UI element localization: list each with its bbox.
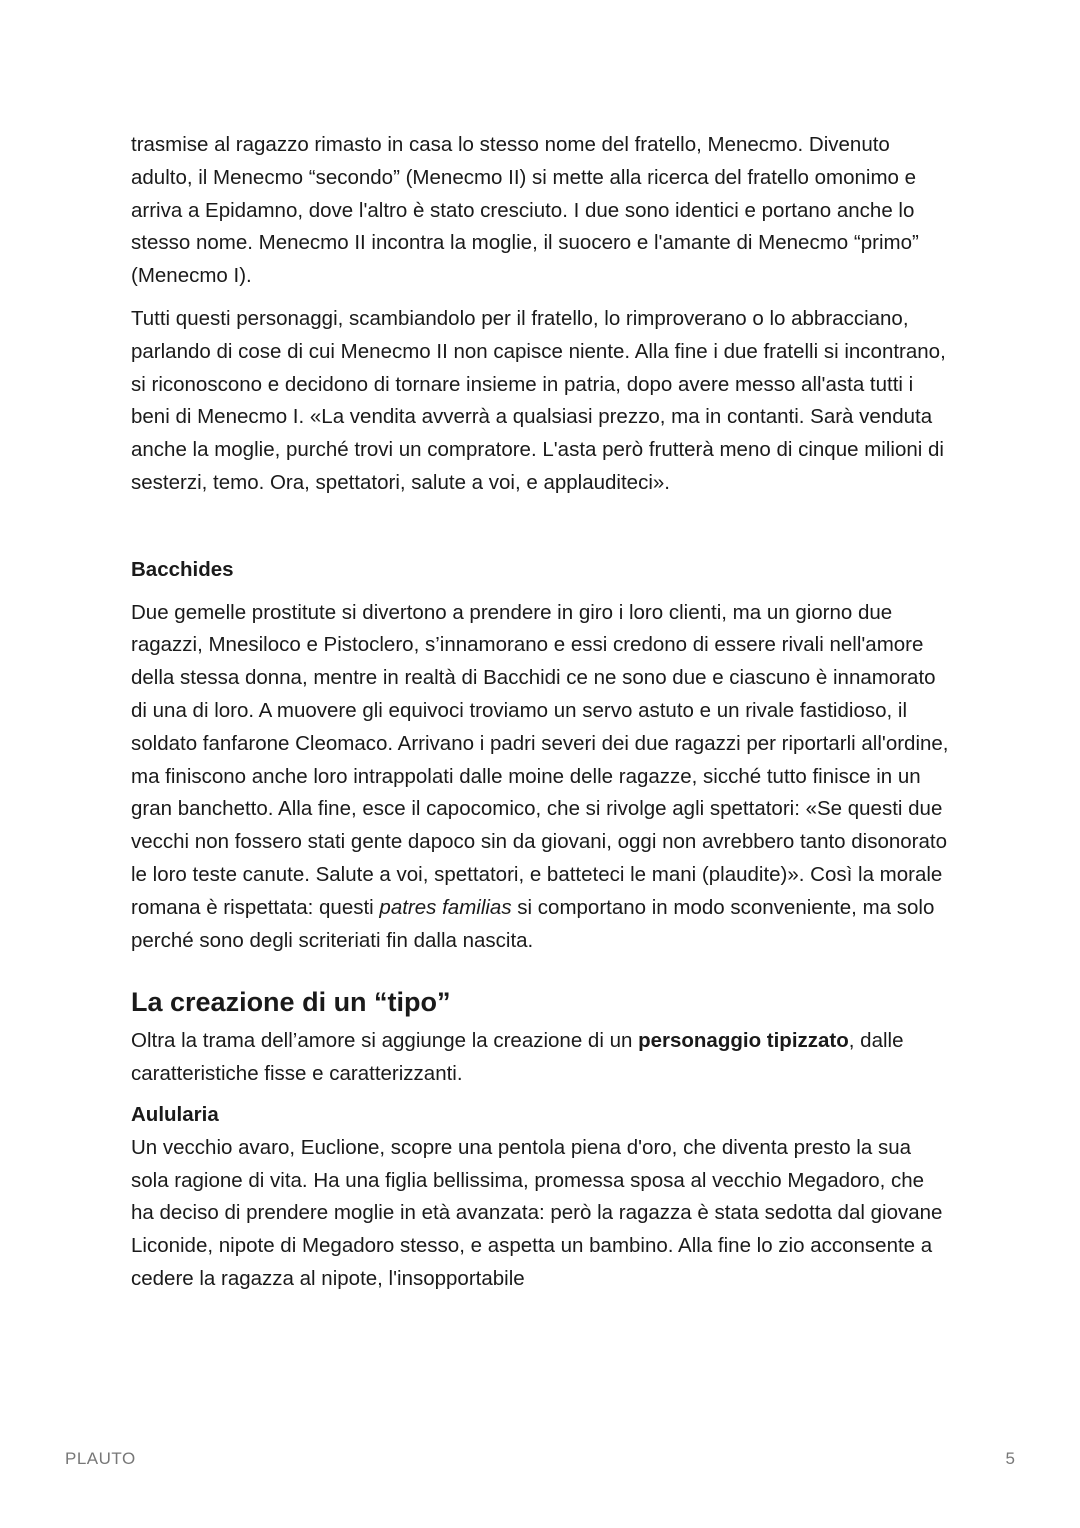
paragraph-tipo (131, 1025, 951, 1091)
bacchides-text-b: si comportano in modo sconveniente, ma solo perché sono degli scriteriati fin dalla nascita. (131, 895, 935, 952)
tipo-text-a: Oltra la trama dell’amore si aggiunge la creazione di un (131, 1029, 639, 1053)
bacchides-text-italic: patres familias (379, 895, 512, 919)
paragraph-aulularia: Un vecchio avaro, Euclione, scopre una pentola piena d'oro, che diventa presto la sua sola ragione di vita. Ha una figlia bellissima, promessa sposa al vecchio Megadoro, che ha deciso di prendere moglie in età avanzata: però la ragazza è stata sedotta dal giovane Liconide, nipote di Megadoro stesso, e aspetta un bambino. Alla fine lo zio acconsente a cedere la ragazza al nipote, l'insopportabile (131, 1135, 943, 1290)
bacchides-text-a: Due gemelle prostitute si divertono a prendere in giro i loro clienti, ma un giorno due ragazzi, Mnesiloco e Pistoclero, s’innamorano e essi credono di essere rivali nell'amore della stessa donna, mentre in realtà di Bacchidi ce ne sono due e ciascuno è innamorato di una di loro. A muovere gli equivoci troviamo un servo astuto e un rivale fastidioso, il soldato fanfarone Cleomaco. Arrivano i padri severi dei due ragazzi per riportarli all'ordine, ma finiscono anche loro intrappolati dalle moine delle ragazze, sicché tutto finisce in un gran banchetto. Alla fine, esce il capocomico, che si rivolge agli spettatori: «Se questi due vecchi non fossero stati gente dapoco sin da giovani, oggi non avrebbero tanto disonorato le loro teste canute. Salute a voi, spettatori, e batteteci le mani (plaudite)». Così la morale romana è rispettata: questi (131, 600, 949, 919)
page-number: 5 (1005, 1449, 1015, 1468)
aulularia-heading: Aulularia (131, 1102, 219, 1126)
tipo-text-bold: personaggio tipizzato (638, 1029, 849, 1053)
footer-title: PLAUTO (65, 1449, 136, 1468)
paragraph-bacchides (131, 597, 951, 958)
paragraph-menaechmi-1: trasmise al ragazzo rimasto in casa lo stesso nome del fratello, Menecmo. Divenuto adulto, il Menecmo “secondo” (Menecmo II) si mette alla ricerca del fratello omonimo e arriva a Epidamno, dove l'altro è stato cresciuto. I due sono identici e portano anche lo stesso nome. Menecmo II incontra la moglie, il suocero e l'amante di Menecmo “primo” (Menecmo I). (131, 133, 919, 288)
page-content (131, 129, 951, 1296)
section-heading: La creazione di un “tipo” (131, 987, 451, 1018)
bacchides-heading: Bacchides (131, 557, 234, 581)
tipo-text-b: , dalle caratteristiche fisse e caratterizzanti. (131, 1029, 904, 1086)
paragraph-menaechmi-2: Tutti questi personaggi, scambiandolo per il fratello, lo rimproverano o lo abbracciano, parlando di cose di cui Menecmo II non capisce niente. Alla fine i due fratelli si incontrano, si riconoscono e decidono di tornare insieme in patria, dopo avere messo all'asta tutti i beni di Menecmo I. «La vendita avverrà a qualsiasi prezzo, ma in contanti. Sarà venduta anche la moglie, purché trovi un compratore. L'asta però frutterà meno di cinque milioni di sesterzi, temo. Ora, spettatori, salute a voi, e applauditeci». (131, 306, 946, 494)
